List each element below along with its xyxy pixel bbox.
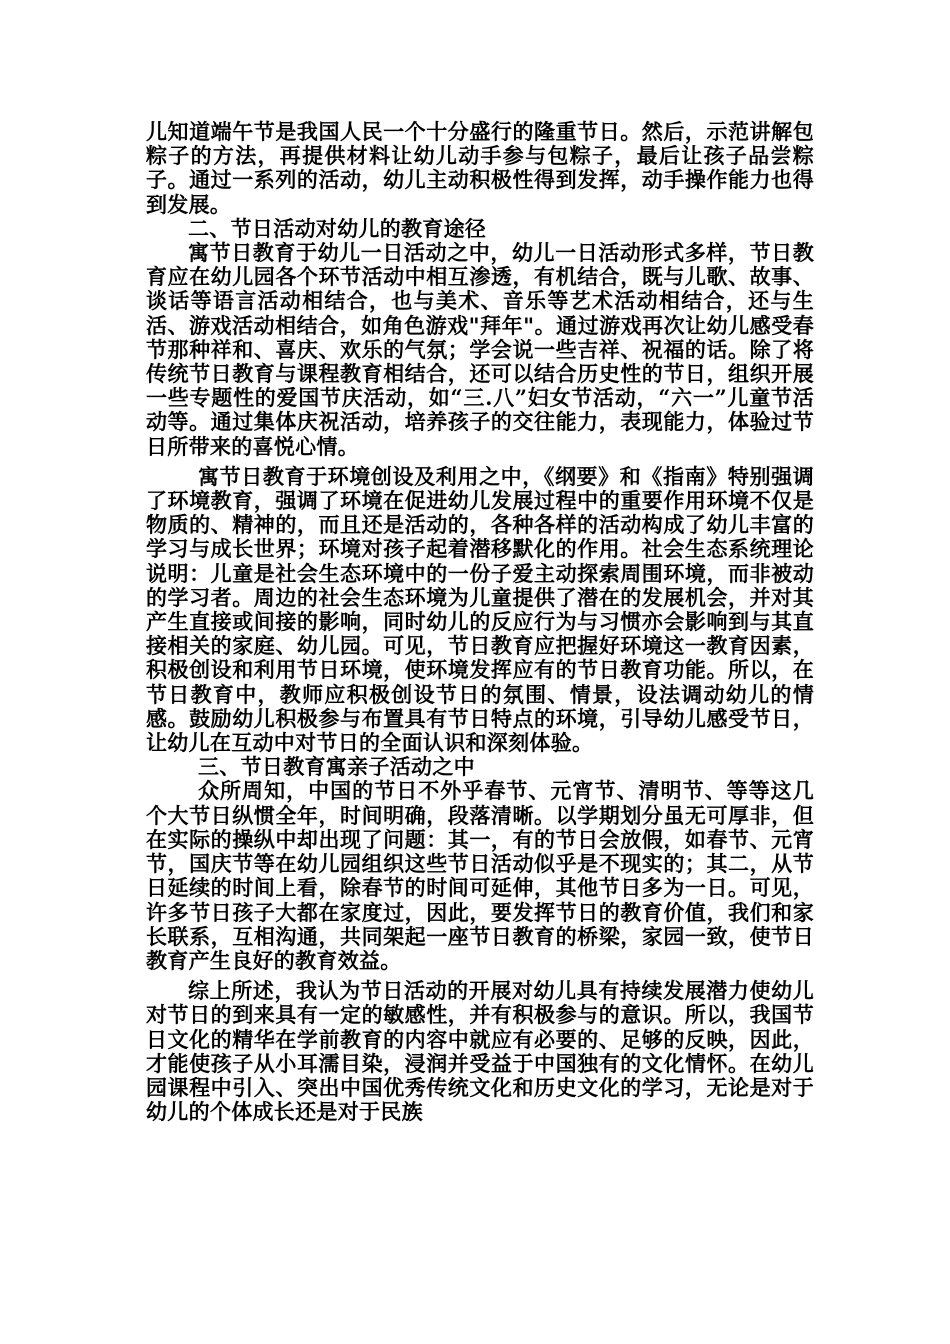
paragraph-daily-activities: 寓节日教育于幼儿一日活动之中，幼儿一日活动形式多样，节日教育应在幼儿园各个环节活动中相互渗透，有机结合，既与儿歌、故事、谈话等语言活动相结合，也与美术、音乐等艺术活动相结合，还与生活、游戏活动相结合，如角色游戏"拜年"。通过游戏再次让幼儿感受春节那种祥和、喜庆、欢乐的气氛；学会说一些吉祥、祝福的话。除了将传统节日教育与课程教育相结合，还可以结合历史性的节日，组织开展一些专题性的爱国节庆活动，如“三.八”妇女节活动，“六一”儿童节活动等。通过集体庆祝活动，培养孩子的交往能力，表现能力，体验过节日所带来的喜悦心情。 (146, 240, 814, 459)
paragraph-conclusion: 综上所述，我认为节日活动的开展对幼儿具有持续发展潜力使幼儿对节日的到来具有一定的敏感性，并有积极参与的意识。所以，我国节日文化的精华在学前教育的内容中就应有必要的、足够的反映，因此，才能使孩子从小耳濡目染，浸润并受益于中国独有的文化情怀。在幼儿园课程中引入、突出中国优秀传统文化和历史文化的学习，无论是对于幼儿的个体成长还是对于民族 (146, 978, 814, 1125)
paragraph-continuation: 儿知道端午节是我国人民一个十分盛行的隆重节日。然后，示范讲解包粽子的方法，再提供材料让幼儿动手参与包粽子，最后让孩子品尝粽子。通过一系列的活动，幼儿主动积极性得到发挥，动手操作能力也得到发展。 (146, 119, 814, 217)
section-heading-2: 二、节日活动对幼儿的教育途径 (188, 215, 487, 241)
section-heading-3: 三、节日教育寓亲子活动之中 (198, 754, 475, 780)
paragraph-family-activities: 众所周知，中国的节日不外乎春节、元宵节、清明节、等等这几个大节日纵惯全年，时间明确，段落清晰。以学期划分虽无可厚非，但在实际的操纵中却出现了问题：其一，有的节日会放假，如春节、元宵节，国庆节等在幼儿园组织这些节日活动似乎是不现实的；其二，从节日延续的时间上看，除春节的时间可延伸，其他节日多为一日。可见，许多节日孩子大都在家度过，因此，要发挥节日的教育价值，我们和家长联系，互相沟通，共同架起一座节日教育的桥梁，家园一致，使节日教育产生良好的教育效益。 (146, 778, 814, 973)
document-page (146, 120, 814, 1124)
paragraph-environment: 寓节日教育于环境创设及利用之中，《纲要》和《指南》特别强调了环境教育，强调了环境在促进幼儿发展过程中的重要作用环境不仅是物质的、精神的，而且还是活动的，各种各样的活动构成了幼儿丰富的学习与成长世界；环境对孩子起着潜移默化的作用。社会生态系统理论说明：儿童是社会生态环境中的一份子爱主动探索周围环境，而非被动的学习者。周边的社会生态环境为儿童提供了潜在的发展机会，并对其产生直接或间接的影响，同时幼儿的反应行为与习惯亦会影响到与其直接相关的家庭、幼儿园。可见，节日教育应把握好环境这一教育因素，积极创设和利用节日环境，使环境发挥应有的节日教育功能。所以，在节日教育中，教师应积极创设节日的氛围、情景，设法调动幼儿的情感。鼓励幼儿积极参与布置具有节日特点的环境，引导幼儿感受节日，让幼儿在互动中对节日的全面认识和深刻体验。 (146, 463, 814, 756)
